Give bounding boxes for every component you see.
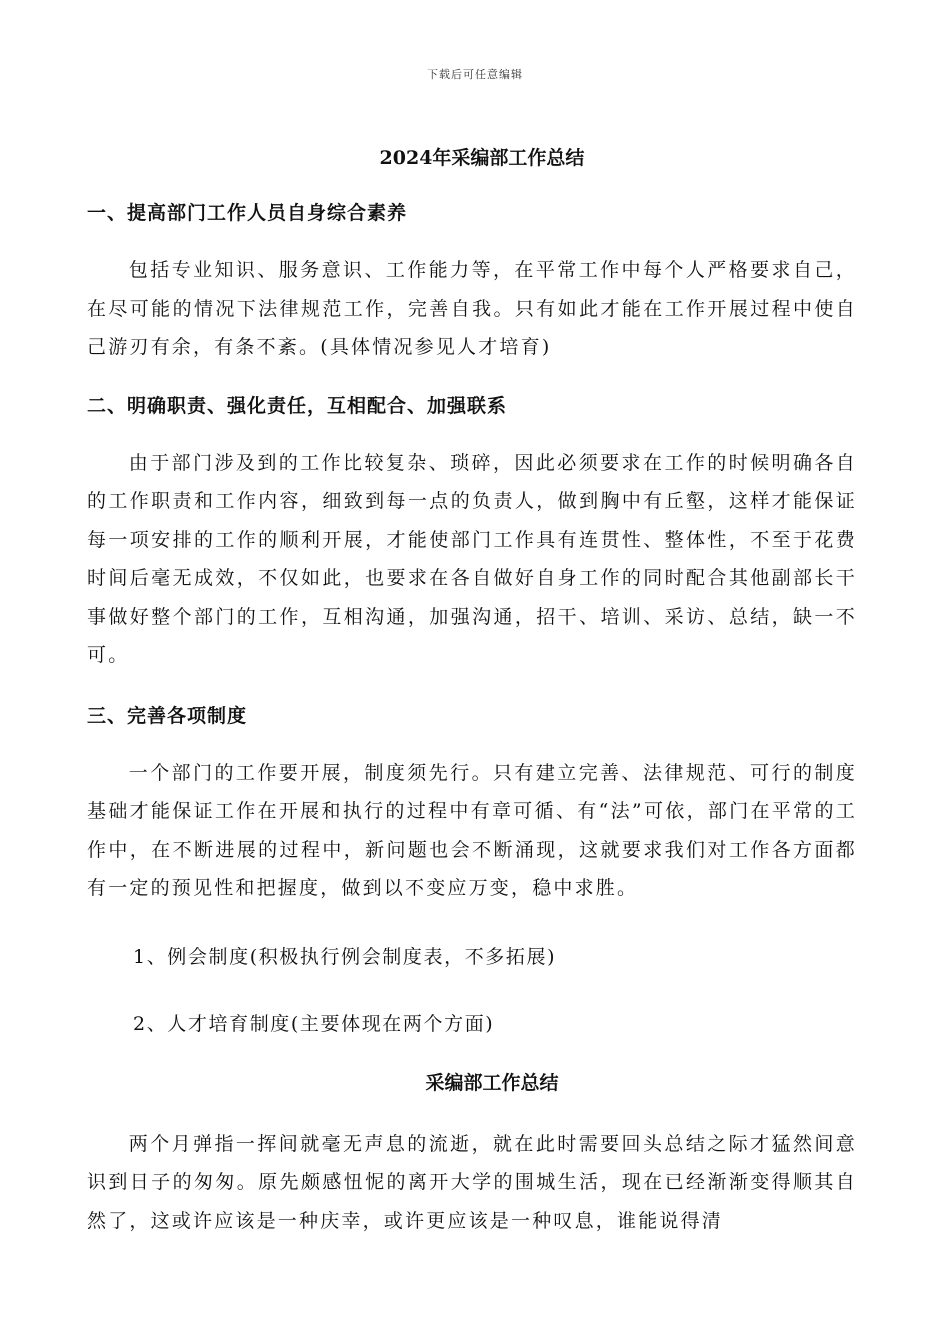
document-body — [87, 142, 857, 1240]
list-item-1: 1、例会制度(积极执行例会制度表，不多拓展) — [133, 945, 557, 968]
section-heading-1: 一、提高部门工作人员自身综合素养 — [87, 202, 408, 224]
section-paragraph-2: 由于部门涉及到的工作比较复杂、琐碎，因此必须要求在工作的时候明确各自的工作职责和工作内容，细致到每一点的负责人，做到胸中有丘壑，这样才能保证每一项安排的工作的顺利开展，才能使部门工作具有连贯性、整体性，不至于花费时间后毫无成效，不仅如此，也要求在各自做好自身工作的同时配合其他副部长干事做好整个部门的工作，互相沟通，加强沟通，招干、培训、采访、总结，缺一不可。 — [87, 451, 857, 666]
closing-paragraph: 两个月弹指一挥间就毫无声息的流逝，就在此时需要回头总结之际才猛然间意识到日子的匆匆。原先颇感忸怩的离开大学的围城生活，现在已经渐渐变得顺其自然了，这或许应该是一种庆幸，或许更应该是一种叹息，谁能说得清 — [87, 1132, 857, 1232]
list-item-2: 2、人才培育制度(主要体现在两个方面) — [133, 1012, 495, 1035]
section-heading-3: 三、完善各项制度 — [87, 704, 248, 727]
sub-title: 采编部工作总结 — [425, 1071, 559, 1094]
section-paragraph-3: 一个部门的工作要开展，制度须先行。只有建立完善、法律规范、可行的制度基础才能保证工作在开展和执行的过程中有章可循、有“法”可依，部门在平常的工作中，在不断进展的过程中，新问题也会不断涌现，这就要求我们对工作各方面都有一定的预见性和把握度，做到以不变应万变，稳中求胜。 — [87, 761, 857, 899]
header-note: 下载后可任意编辑 — [427, 68, 523, 81]
section-paragraph-1: 包括专业知识、服务意识、工作能力等，在平常工作中每个人严格要求自己，在尽可能的情况下法律规范工作，完善自我。只有如此才能在工作开展过程中使自己游刃有余，有条不紊。(具体情况参见人才培育) — [87, 259, 857, 358]
document-title: 2024年采编部工作总结 — [379, 147, 585, 169]
section-heading-2: 二、明确职责、强化责任，互相配合、加强联系 — [87, 394, 508, 417]
